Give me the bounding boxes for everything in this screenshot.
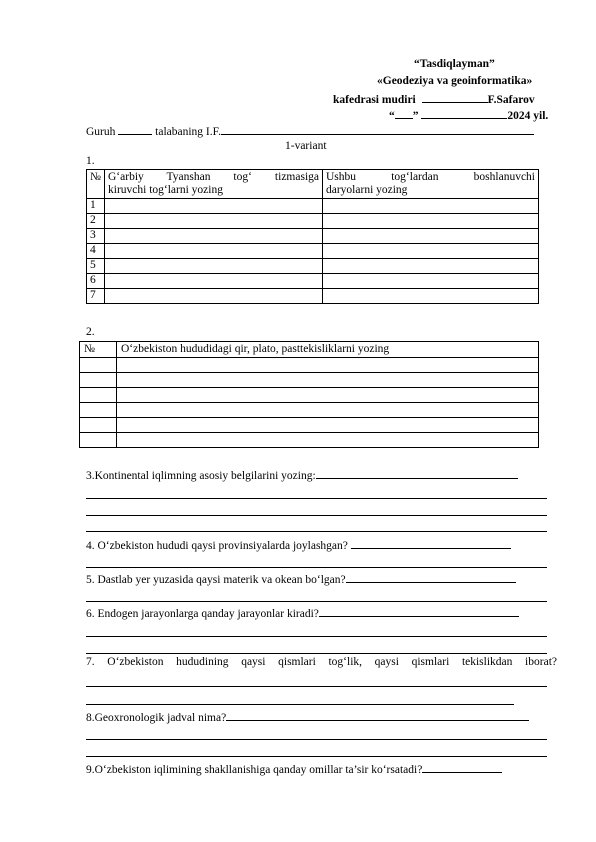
answer-cell[interactable]: [105, 244, 323, 259]
answer-cell[interactable]: [117, 418, 539, 433]
task2-header-number: №: [80, 342, 117, 358]
answer-cell[interactable]: [117, 358, 539, 373]
task1-header-number: №: [87, 170, 105, 199]
answer-cell[interactable]: [323, 244, 539, 259]
answer-cell[interactable]: [105, 214, 323, 229]
answer-cell[interactable]: [105, 274, 323, 289]
question-4: [86, 537, 511, 553]
table-row: [80, 433, 539, 448]
table-row: [87, 259, 539, 274]
table-row: [80, 418, 539, 433]
date-year: 2024 yil.: [507, 110, 549, 122]
question-7-text: 7. O‘zbekiston hududining qaysi qismlari tog‘lik, qaysi qismlari tekislikdan iborat?: [86, 656, 557, 668]
table-row: [87, 214, 539, 229]
month-blank: [421, 107, 507, 119]
answer-blank[interactable]: [226, 709, 529, 721]
table-row: [80, 373, 539, 388]
variant-label: 1-variant: [285, 140, 327, 152]
answer-line[interactable]: [86, 704, 514, 705]
student-name-blank[interactable]: [221, 123, 534, 135]
task1-header-mountains: [105, 170, 323, 199]
row-number: 5: [87, 259, 105, 274]
approval-title: “Tasdiqlayman”: [414, 58, 495, 70]
task2-header-row: [80, 342, 539, 358]
row-number: [80, 388, 117, 403]
answer-line[interactable]: [86, 498, 547, 499]
answer-cell[interactable]: [117, 433, 539, 448]
approval-head-label: kafedrasi mudiri: [333, 94, 416, 106]
question-3: [86, 467, 518, 483]
task2-header-landforms: O‘zbekiston hududidagi qir, plato, pasttekisliklarni yozing: [117, 342, 539, 358]
answer-line[interactable]: [86, 756, 547, 757]
date-close-quote: ”: [412, 110, 419, 122]
answer-cell[interactable]: [323, 289, 539, 304]
row-number: 3: [87, 229, 105, 244]
task1-header-rivers-line2: daryolarni yozing: [326, 184, 408, 196]
task1-header-row: [87, 170, 539, 199]
answer-line[interactable]: [86, 567, 547, 568]
row-number: 1: [87, 199, 105, 214]
row-number: [80, 433, 117, 448]
answer-blank[interactable]: [422, 761, 502, 773]
question-9-text: 9.O‘zbekiston iqlimining shakllanishiga qanday omillar ta’sir ko‘rsatadi?: [86, 764, 423, 776]
student-line: [86, 123, 534, 139]
answer-cell[interactable]: [105, 229, 323, 244]
question-3-text: 3.Kontinental iqlimning asosiy belgilarini yozing:: [86, 470, 316, 482]
day-blank: [395, 107, 413, 119]
table-row: [80, 403, 539, 418]
answer-line[interactable]: [86, 531, 547, 532]
row-number: 6: [87, 274, 105, 289]
answer-blank[interactable]: [346, 571, 516, 583]
answer-blank[interactable]: [351, 537, 511, 549]
task1-header-rivers-line1: Ushbu tog‘lardan boshlanuvchi: [326, 171, 535, 183]
row-number: 4: [87, 244, 105, 259]
answer-cell[interactable]: [105, 199, 323, 214]
row-number: [80, 373, 117, 388]
answer-cell[interactable]: [105, 289, 323, 304]
answer-line[interactable]: [86, 686, 547, 687]
answer-blank[interactable]: [319, 605, 519, 617]
answer-cell[interactable]: [323, 274, 539, 289]
table-row: [87, 274, 539, 289]
task1-header-mountains-line1: G‘arbiy Tyanshan tog‘ tizmasiga: [108, 171, 319, 183]
group-blank[interactable]: [118, 123, 152, 135]
question-6: [86, 605, 519, 621]
answer-cell[interactable]: [117, 388, 539, 403]
question-9: [86, 761, 502, 777]
answer-blank[interactable]: [316, 467, 518, 479]
student-name-label: talabaning I.F.: [155, 126, 221, 138]
answer-cell[interactable]: [105, 259, 323, 274]
table-row: [80, 388, 539, 403]
question-8-text: 8.Geoxronologik jadval nima?: [86, 712, 227, 724]
answer-cell[interactable]: [323, 199, 539, 214]
approval-date-line: [389, 107, 548, 123]
answer-line[interactable]: [86, 601, 547, 602]
answer-line[interactable]: [86, 515, 547, 516]
question-5-text: 5. Dastlab yer yuzasida qaysi materik va okean bo‘lgan?: [86, 574, 346, 586]
answer-line[interactable]: [86, 739, 547, 740]
table-row: [87, 244, 539, 259]
approval-head-line: [333, 91, 535, 107]
question-6-text: 6. Endogen jarayonlarga qanday jarayonlar kiradi?: [86, 608, 319, 620]
table-row: [87, 289, 539, 304]
task2-number: 2.: [86, 326, 95, 338]
task1-header-mountains-line2: kiruvchi tog‘larni yozing: [108, 184, 223, 196]
table-row: [87, 229, 539, 244]
question-5: [86, 571, 516, 587]
table-row: [87, 199, 539, 214]
question-8: [86, 709, 529, 725]
task1-number: 1.: [86, 155, 95, 167]
answer-line[interactable]: [86, 636, 547, 637]
row-number: 7: [87, 289, 105, 304]
answer-line[interactable]: [86, 653, 547, 654]
answer-cell[interactable]: [323, 259, 539, 274]
approval-department: «Geodeziya va geoinformatika»: [377, 75, 533, 87]
row-number: [80, 403, 117, 418]
answer-cell[interactable]: [323, 214, 539, 229]
answer-cell[interactable]: [323, 229, 539, 244]
row-number: [80, 418, 117, 433]
approval-head-name: F.Safarov: [487, 94, 535, 106]
answer-cell[interactable]: [117, 403, 539, 418]
row-number: [80, 358, 117, 373]
answer-cell[interactable]: [117, 373, 539, 388]
question-4-text: 4. O‘zbekiston hududi qaysi provinsiyalarda joylashgan?: [86, 540, 348, 552]
signature-blank: [422, 91, 488, 103]
group-label: Guruh: [86, 126, 116, 138]
task1-table: [86, 169, 539, 304]
date-open-quote: “: [389, 110, 395, 122]
task2-table: [79, 341, 539, 448]
table-row: [80, 358, 539, 373]
row-number: 2: [87, 214, 105, 229]
task1-header-rivers: [323, 170, 539, 199]
